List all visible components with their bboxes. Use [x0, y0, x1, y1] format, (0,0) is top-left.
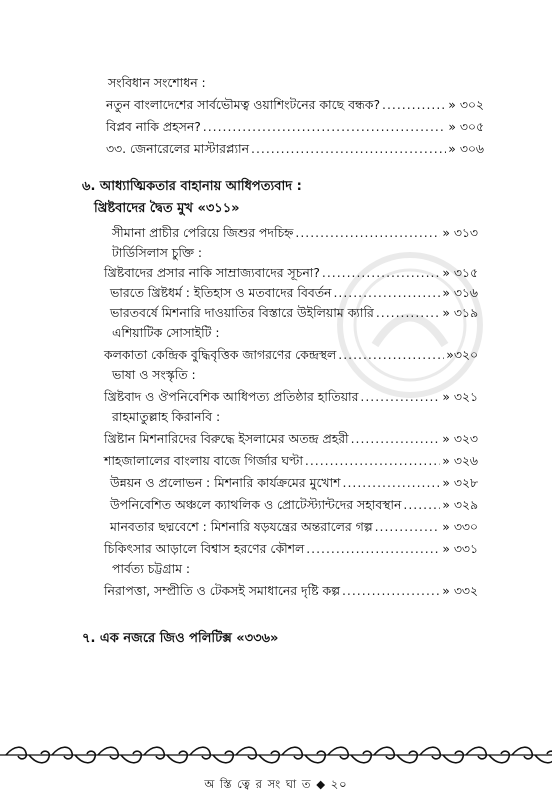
toc-entry-title: বিপ্লব নাকি প্রহসন? [106, 119, 201, 134]
subhead: পার্বত্য চট্টগ্রাম : [112, 561, 191, 576]
toc-entry[interactable] [110, 518, 478, 535]
leader-dots [403, 496, 440, 513]
leader-dots [351, 430, 441, 447]
toc-entry-page: » ৩২৬ [442, 453, 478, 468]
toc-entry-title: খ্রিষ্টবাদের প্রসার নাকি সাম্রাজ্যবাদের সূচনা? [104, 265, 320, 280]
toc-entry[interactable] [110, 284, 478, 301]
toc-entry[interactable] [104, 388, 478, 405]
toc-entry-title: মানবতার ছদ্মবেশে : মিশনারি ষড়যন্ত্রের অন্তরালের গল্প [110, 519, 373, 534]
toc-entry[interactable] [104, 346, 478, 363]
toc-entry[interactable] [110, 474, 478, 491]
toc-entry[interactable] [106, 96, 484, 113]
toc-entry-page: » ৩০৫ [448, 119, 484, 134]
toc-entry-title: খ্রিষ্টান মিশনারিদের বিরুদ্ধে ইসলামের অতন্দ্র প্রহরী [104, 431, 349, 446]
toc-entry[interactable] [106, 140, 484, 157]
toc-entry[interactable] [104, 452, 478, 469]
toc-entry-page: » ৩৩২ [442, 583, 478, 598]
leader-dots [203, 118, 447, 135]
toc-entry-page: » ৩৩০ [442, 519, 478, 534]
leader-dots [322, 264, 440, 281]
toc-entry-title: চিকিৎসার আড়ালে বিশ্বাস হরণের কৌশল [104, 541, 305, 556]
leader-dots [382, 96, 446, 113]
decorative-border [0, 745, 552, 765]
toc-entry-title: কলকাতা কেন্দ্রিক বুদ্ধিবৃত্তিক জাগরণের কেন্দ্রস্থল [104, 347, 337, 362]
toc-entry[interactable] [112, 224, 478, 241]
toc-entry[interactable] [104, 264, 478, 281]
toc-entry-title: উপনিবেশিত অঞ্চলে ক্যাথলিক ও প্রোটেস্ট্যান্টদের সহাবস্থান [110, 497, 402, 512]
leader-dots [306, 540, 440, 557]
toc-entry-page: » ৩১৯ [442, 305, 478, 320]
toc-entry[interactable] [106, 118, 484, 135]
leader-dots [343, 474, 441, 491]
toc-entry[interactable] [110, 304, 478, 321]
toc-entry[interactable] [110, 496, 478, 513]
subhead-constitution: সংবিধান সংশোধন : [108, 75, 206, 90]
toc-entry[interactable] [104, 430, 478, 447]
page-footer: অ স্তি ত্বে র সং ঘা ত ◆ ২০ [204, 777, 348, 791]
toc-entry-title: শাহজালালের বাংলায় বাজে গির্জার ঘণ্টা [104, 453, 303, 468]
toc-entry-title: উন্নয়ন ও প্রলোভন : মিশনারি কার্যক্রমের মুখোশ [110, 475, 341, 490]
leader-dots [376, 304, 441, 321]
toc-entry-page: » ৩১৫ [442, 265, 478, 280]
toc-entry-page: » ৩০২ [448, 97, 484, 112]
leader-dots [360, 388, 440, 405]
toc-entry-title: নিরাপত্তা, সম্প্রীতি ও টেকসই সমাধানের দৃষ্টি কল্প [104, 583, 340, 598]
leader-dots [251, 140, 446, 157]
toc-entry-page: » ৩০৬ [448, 141, 484, 156]
toc-entry-page: » ৩২১ [442, 389, 478, 404]
section-heading: ৭. এক নজরে জিও পলিটিক্স «৩৩৬» [82, 631, 279, 646]
subhead: ভাষা ও সংস্কৃতি : [112, 367, 196, 382]
leader-dots [305, 452, 440, 469]
chapter-heading: খ্রিষ্টবাদের দ্বৈত মুখ «৩১১» [94, 201, 240, 216]
leader-dots [338, 346, 444, 363]
toc-entry[interactable] [104, 582, 478, 599]
toc-entry-title: ভারতে খ্রিষ্টধর্ম : ইতিহাস ও মতবাদের বিবর্তন [110, 285, 332, 300]
toc-entry-title: নতুন বাংলাদেশের সার্বভৌমত্ব ওয়াশিংটনের কাছে বন্ধক? [106, 97, 381, 112]
toc-entry-title: ভারতবর্ষে মিশনারি দাওয়াতির বিস্তারে উইলিয়াম ক্যারি [110, 305, 374, 320]
toc-entry[interactable] [104, 540, 478, 557]
subhead: টার্ডিসিলাস চুক্তি : [112, 245, 203, 260]
toc-entry-page: » ৩২৩ [442, 431, 478, 446]
section-heading: ৬. আধ্যাত্মিকতার বাহানায় আধিপত্যবাদ : [82, 179, 302, 194]
leader-dots [342, 582, 440, 599]
toc-entry-page: » ৩১৩ [442, 225, 478, 240]
leader-dots [333, 284, 440, 301]
toc-entry-title: সীমানা প্রাচীর পেরিয়ে জিশুর পদচিহ্ন [112, 225, 294, 240]
subhead: এশিয়াটিক সোসাইটি : [112, 325, 220, 340]
toc-entry-page: »৩২০ [446, 347, 478, 362]
toc-entry-title: খ্রিষ্টবাদ ও ঔপনিবেশিক আধিপত্য প্রতিষ্ঠার হাতিয়ার [104, 389, 359, 404]
leader-dots [295, 224, 440, 241]
toc-entry-page: » ৩২৯ [442, 497, 478, 512]
toc-entry-page: » ৩৩১ [442, 541, 478, 556]
toc-entry-page: » ৩২৮ [442, 475, 478, 490]
leader-dots [375, 518, 441, 535]
subhead: রাহমাতুল্লাহ কিরানবি : [112, 409, 221, 424]
toc-entry-page: » ৩১৬ [442, 285, 478, 300]
toc-entry-title: ৩৩. জেনারেলের মাস্টারপ্ল্যান [106, 141, 250, 156]
